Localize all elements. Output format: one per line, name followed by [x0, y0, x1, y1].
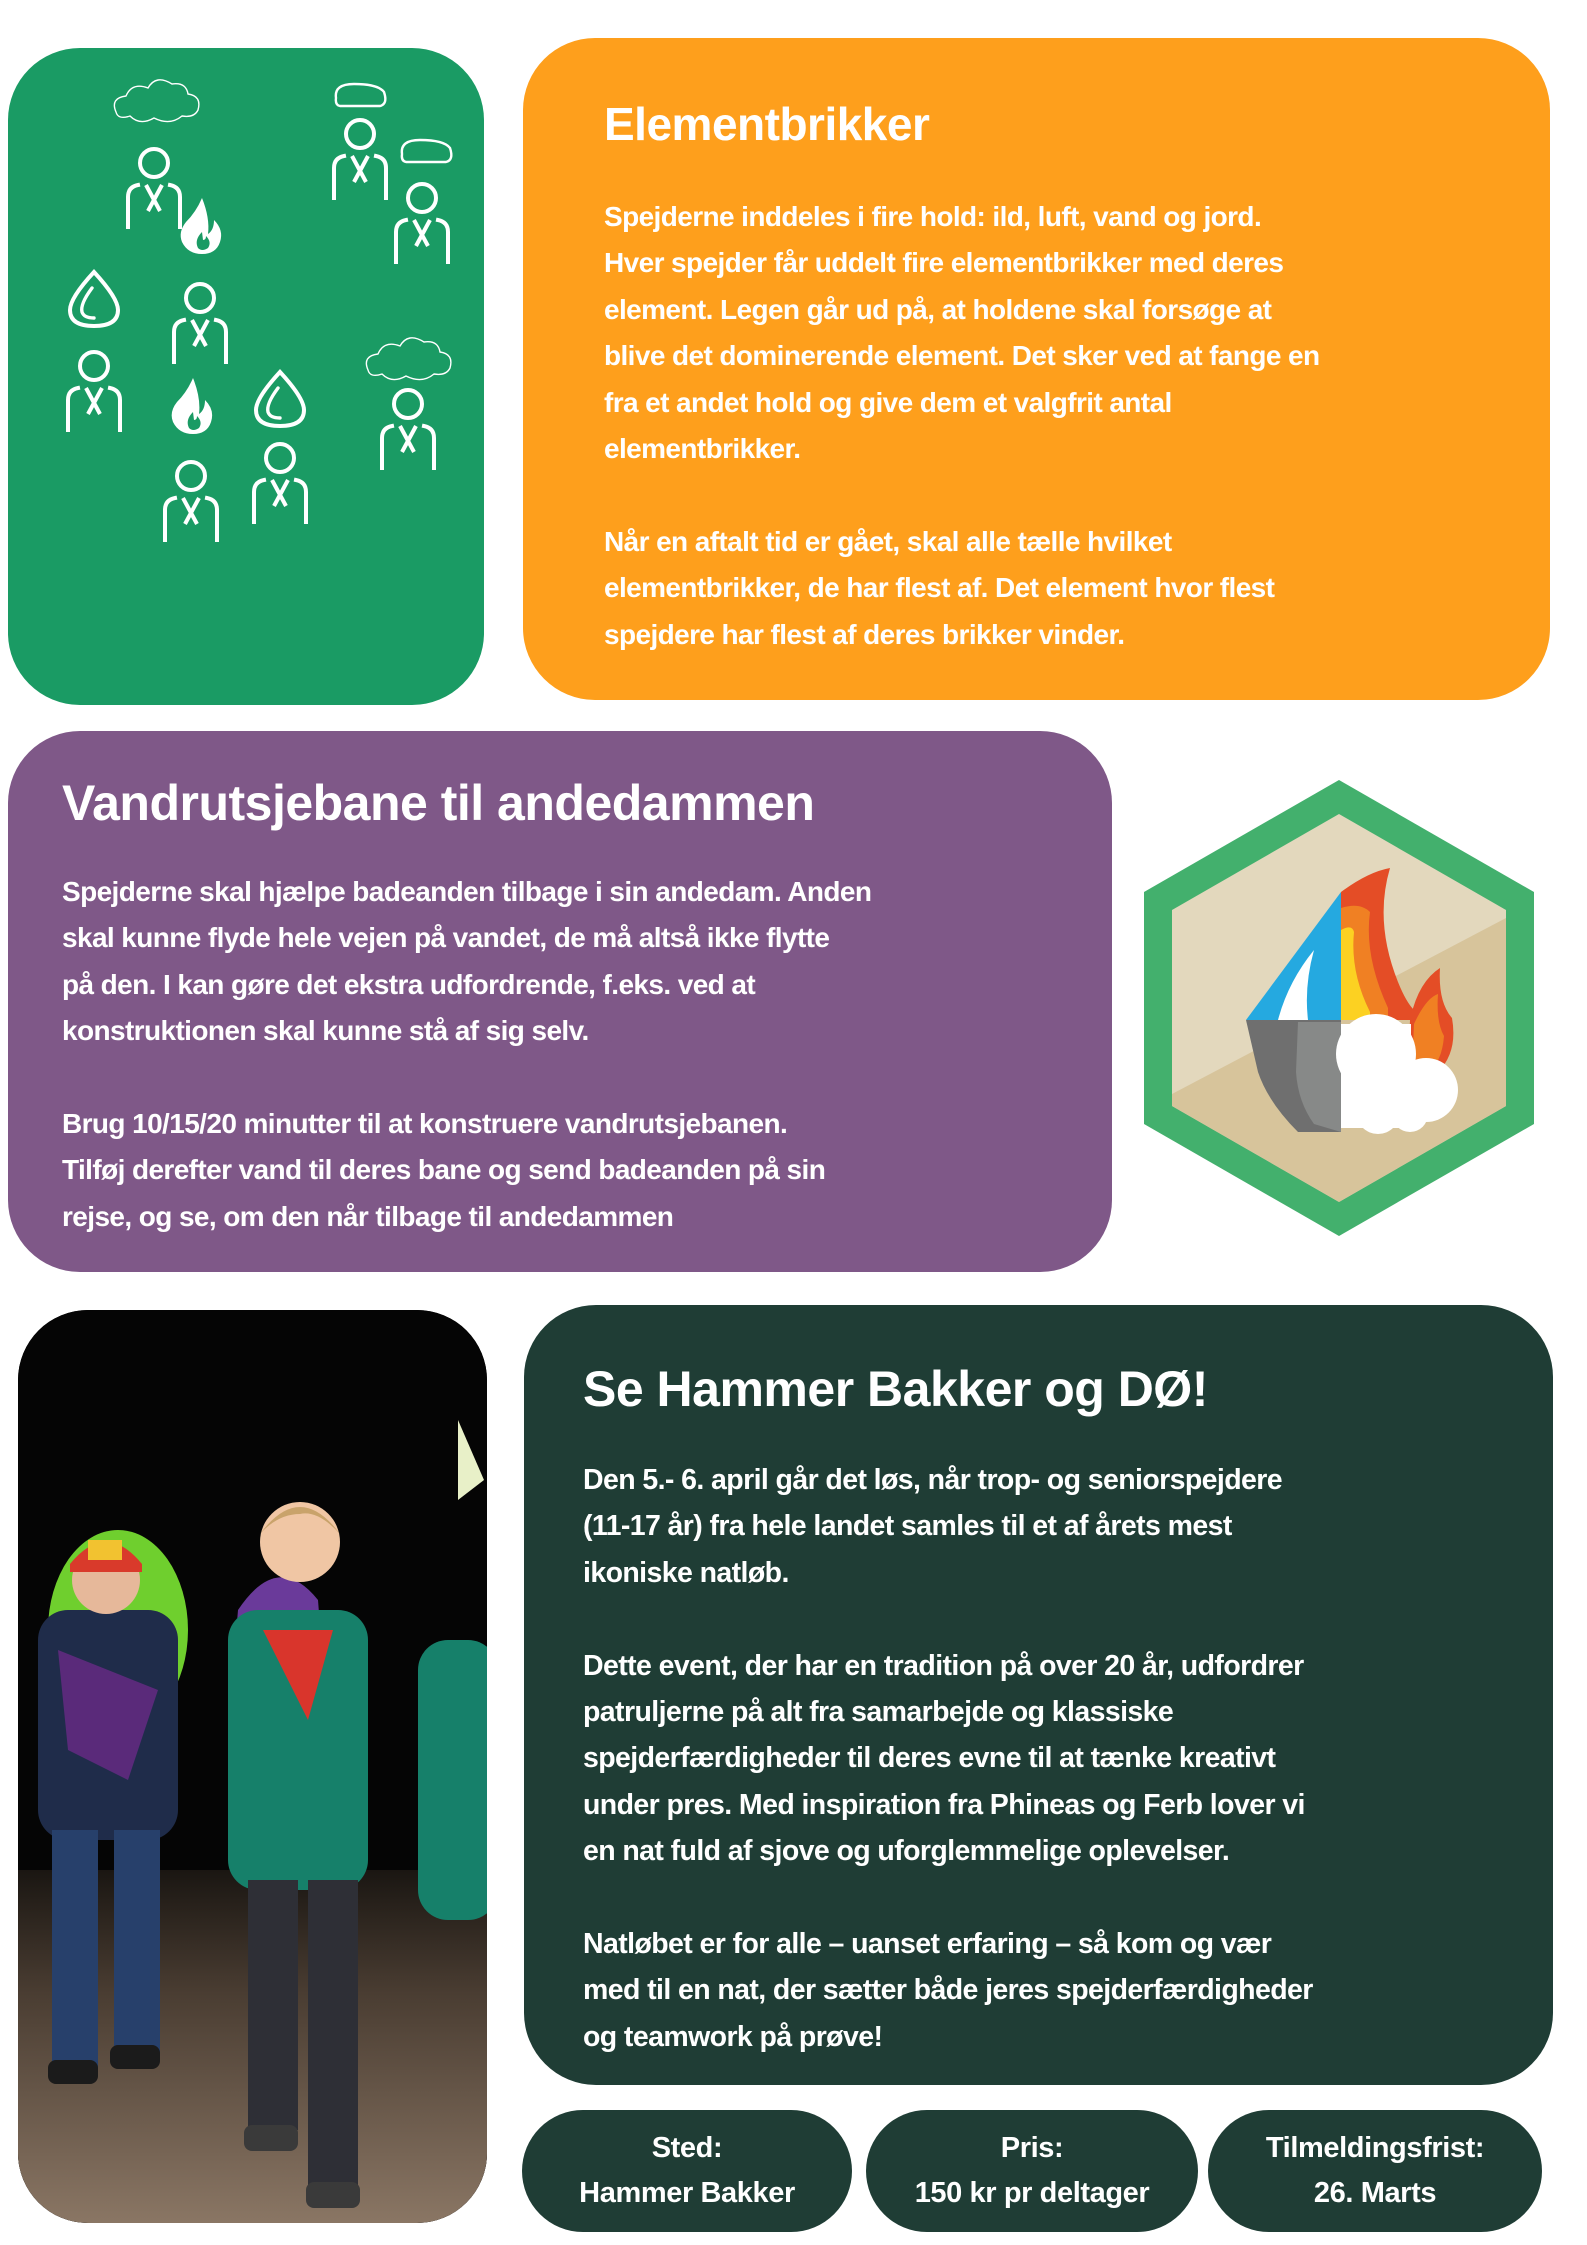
text-line: elementbrikker, de har flest af. Det element hvor flest: [604, 572, 1275, 604]
text-line: spejderfærdigheder til deres evne til at tænke kreativt: [583, 1742, 1276, 1775]
cloud-icon: [114, 80, 199, 122]
vandrutsjebane-title: Vandrutsjebane til andedammen: [62, 775, 815, 831]
text-line: en nat fuld af sjove og uforglemmelige oplevelser.: [583, 1835, 1230, 1868]
elementbrikker-title: Elementbrikker: [604, 98, 930, 150]
person-icon: [382, 390, 434, 468]
water-drop-icon: [256, 372, 304, 426]
elementbrikker-card: [523, 38, 1550, 700]
photo-illustration: [18, 1310, 487, 2223]
cloud-icon: [402, 140, 452, 162]
text-line: Brug 10/15/20 minutter til at konstruere vandrutsjebanen.: [62, 1108, 788, 1140]
text-line: Tilføj derefter vand til deres bane og send badeanden på sin: [62, 1154, 826, 1186]
person-icon: [334, 120, 386, 198]
text-line: fra et andet hold og give dem et valgfrit antal: [604, 386, 1172, 418]
text-line: og teamwork på prøve!: [583, 2020, 883, 2053]
vandrutsjebane-card: [8, 731, 1112, 1272]
text-line: patruljerne på alt fra samarbejde og klassiske: [583, 1696, 1174, 1729]
person-icon: [128, 149, 180, 227]
vandrutsjebane-body: [62, 869, 1072, 1240]
elementbrikker-body: [604, 194, 1510, 658]
person-icon: [174, 284, 226, 362]
person-icon: [68, 352, 120, 430]
scouts-night-hike-photo: [18, 1310, 487, 2223]
illustration-svg: [8, 48, 484, 705]
text-line: Den 5.- 6. april går det løs, når trop- og seniorspejdere: [583, 1464, 1283, 1496]
text-line: Når en aftalt tid er gået, skal alle tælle hvilket: [604, 525, 1172, 557]
info-pill-value: 26. Marts: [1313, 2177, 1437, 2209]
info-pill-label: Sted:: [651, 2132, 723, 2164]
info-pill-value: Hammer Bakker: [579, 2177, 795, 2209]
text-line: ikoniske natløb.: [583, 1556, 789, 1589]
info-pill-deadline: [1208, 2110, 1542, 2232]
person-icon: [254, 444, 306, 522]
element-badge: [1138, 772, 1540, 1244]
hammer-bakker-body: [583, 1457, 1517, 2060]
hammer-bakker-title: Se Hammer Bakker og DØ!: [583, 1361, 1208, 1417]
text-line: Dette event, der har en tradition på over 20 år, udfordrer: [583, 1649, 1304, 1682]
info-pill-location: [522, 2110, 852, 2232]
text-line: element. Legen går ud på, at holdene skal forsøge at: [604, 293, 1272, 325]
text-line: på den. I kan gøre det ekstra udfordrende, f.eks. ved at: [62, 968, 756, 1000]
cloud-icon: [336, 84, 386, 106]
element-teams-illustration: [8, 48, 484, 705]
element-badge-icon: [1138, 772, 1540, 1244]
text-line: skal kunne flyde hele vejen på vandet, de må altså ikke flytte: [62, 922, 830, 954]
text-line: Spejderne inddeles i fire hold: ild, luft, vand og jord.: [604, 201, 1262, 232]
person-icon: [396, 184, 448, 262]
water-drop-icon: [70, 272, 118, 326]
text-line: Natløbet er for alle – uanset erfaring – så kom og vær: [583, 1928, 1272, 1961]
text-line: Hver spejder får uddelt fire elementbrikker med deres: [604, 247, 1284, 279]
text-line: rejse, og se, om den når tilbage til andedammen: [62, 1200, 674, 1232]
cloud-icon: [366, 338, 451, 380]
text-line: med til en nat, der sætter både jeres spejderfærdigheder: [583, 1974, 1313, 2007]
flame-icon: [172, 378, 212, 434]
text-line: spejdere har flest af deres brikker vinder.: [604, 618, 1125, 650]
text-line: konstruktionen skal kunne stå af sig selv.: [62, 1015, 589, 1047]
text-line: elementbrikker.: [604, 433, 801, 465]
text-line: blive det dominerende element. Det sker ved at fange en: [604, 340, 1320, 372]
text-line: under pres. Med inspiration fra Phineas og Ferb lover vi: [583, 1788, 1305, 1821]
hammer-bakker-card: [524, 1305, 1553, 2085]
text-line: Spejderne skal hjælpe badeanden tilbage i sin andedam. Anden: [62, 876, 872, 907]
info-pill-value: 150 kr pr deltager: [914, 2177, 1150, 2209]
text-line: (11-17 år) fra hele landet samles til et af årets mest: [583, 1510, 1232, 1543]
info-pill-label: Pris:: [1000, 2132, 1064, 2164]
info-pill-label: Tilmeldingsfrist:: [1265, 2132, 1485, 2164]
person-icon: [165, 462, 217, 540]
info-pill-price: [866, 2110, 1198, 2232]
flame-icon: [181, 198, 221, 254]
